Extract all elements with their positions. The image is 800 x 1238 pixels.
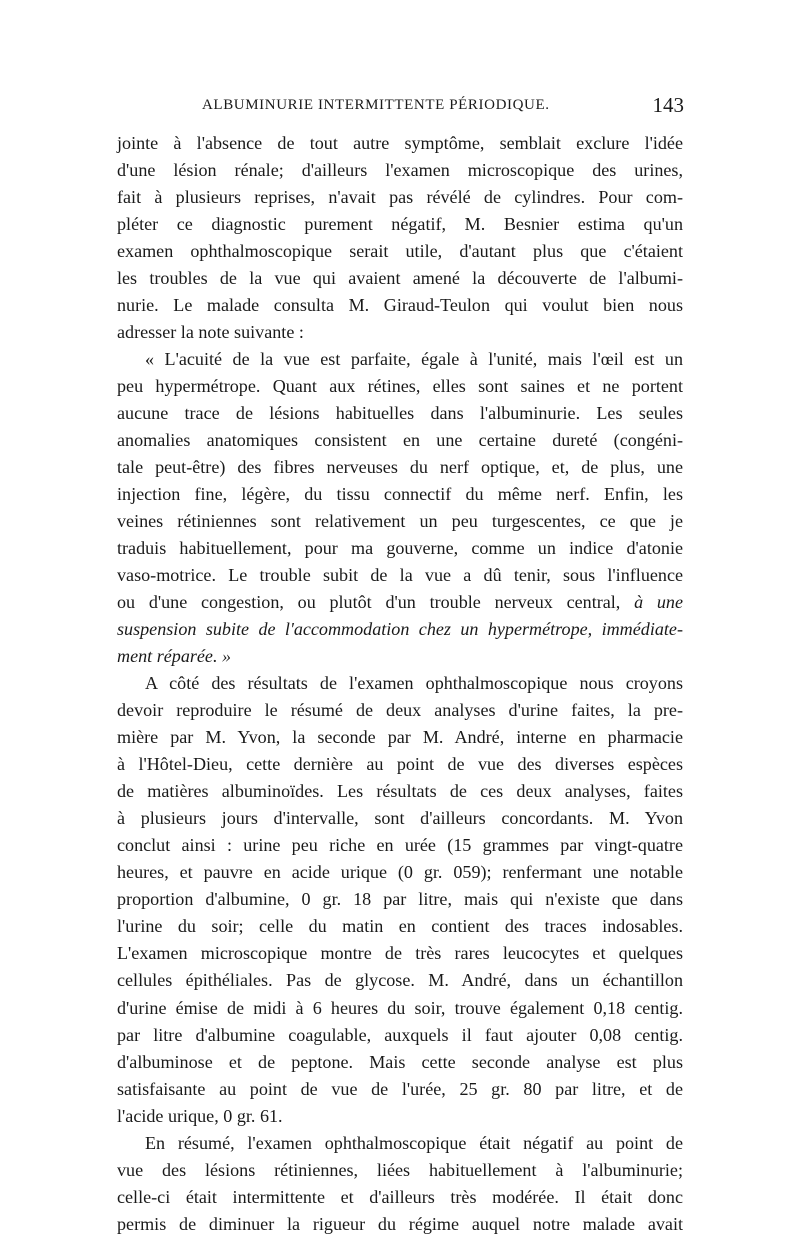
text-line: l'acide urique, 0 gr. 61. xyxy=(117,1105,283,1126)
text-line: veines rétiniennes sont relativement un peu turgescentes, ce que je xyxy=(117,511,683,532)
running-title: ALBUMINURIE INTERMITTENTE PÉRIODIQUE. xyxy=(202,97,550,113)
text-line: mière par M. Yvon, la seconde par M. André, interne en pharmacie xyxy=(117,727,683,748)
text-line: fait à plusieurs reprises, n'avait pas révélé de cylindres. Pour com- xyxy=(117,187,683,208)
text-line: nurie. Le malade consulta M. Giraud-Teulon qui voulut bien nous xyxy=(117,295,683,316)
text-line: à plusieurs jours d'intervalle, sont d'ailleurs concordants. M. Yvon xyxy=(117,808,683,829)
text-line: proportion d'albumine, 0 gr. 18 par litre, mais qui n'existe que dans xyxy=(117,889,683,910)
text-line: A côté des résultats de l'examen ophthalmoscopique nous croyons xyxy=(145,673,683,694)
text-line: aucune trace de lésions habituelles dans l'albuminurie. Les seules xyxy=(117,403,683,424)
text-line: adresser la note suivante : xyxy=(117,322,304,343)
paragraph-4 xyxy=(117,1130,683,1238)
text-line: permis de diminuer la rigueur du régime auquel notre malade avait xyxy=(117,1213,683,1234)
text-line: d'une lésion rénale; d'ailleurs l'examen microscopique des urines, xyxy=(117,160,683,181)
text-line: satisfaisante au point de vue de l'urée, 25 gr. 80 par litre, et de xyxy=(117,1078,683,1099)
text-line: d'albuminose et de peptone. Mais cette seconde analyse est plus xyxy=(117,1051,683,1072)
text-line: devoir reproduire le résumé de deux analyses d'urine faites, la pre- xyxy=(117,700,683,721)
text-line: pléter ce diagnostic purement négatif, M. Besnier estima qu'un xyxy=(117,214,683,235)
italic-line: suspension subite de l'accommodation chez un hypermétrope, immédiate- xyxy=(117,619,683,640)
text-line: injection fine, légère, du tissu connectif du même nerf. Enfin, les xyxy=(117,484,683,505)
running-head xyxy=(117,93,684,123)
page-number: 143 xyxy=(652,93,684,117)
body-text xyxy=(117,130,683,1238)
text-line: cellules épithéliales. Pas de glycose. M. André, dans un échantillon xyxy=(117,970,683,991)
italic-line: ment réparée. » xyxy=(117,646,232,667)
text-line: peu hypermétrope. Quant aux rétines, elles sont saines et ne portent xyxy=(117,376,683,397)
text-line: En résumé, l'examen ophthalmoscopique était négatif au point de xyxy=(145,1132,683,1153)
text-line: par litre d'albumine coagulable, auxquels il faut ajouter 0,08 centig. xyxy=(117,1024,683,1045)
text-line: de matières albuminoïdes. Les résultats de ces deux analyses, faites xyxy=(117,781,683,802)
text-line: conclut ainsi : urine peu riche en urée (15 grammes par vingt-quatre xyxy=(117,835,683,856)
text-line: vaso-motrice. Le trouble subit de la vue a dû tenir, sous l'influence xyxy=(117,565,683,586)
text-line: L'examen microscopique montre de très rares leucocytes et quelques xyxy=(117,943,683,964)
paragraph-2-quote xyxy=(117,346,683,670)
text-line: à l'Hôtel-Dieu, cette dernière au point de vue des diverses espèces xyxy=(117,754,683,775)
text-line: examen ophthalmoscopique serait utile, d'autant plus que c'étaient xyxy=(117,241,683,262)
text-line: celle-ci était intermittente et d'ailleurs très modérée. Il était donc xyxy=(117,1186,683,1207)
text-line: « L'acuité de la vue est parfaite, égale à l'unité, mais l'œil est un xyxy=(145,349,683,370)
text-line: d'urine émise de midi à 6 heures du soir, trouve également 0,18 centig. xyxy=(117,997,683,1018)
text-line-mixed xyxy=(117,589,683,616)
text-line: anomalies anatomiques consistent en une certaine dureté (congéni- xyxy=(117,430,683,451)
text-line: traduis habituellement, pour ma gouverne, comme un indice d'atonie xyxy=(117,538,683,559)
text-line: heures, et pauvre en acide urique (0 gr. 059); renfermant une notable xyxy=(117,862,683,883)
text-line: les troubles de la vue qui avaient amené la découverte de l'albumi- xyxy=(117,268,683,289)
text-line: jointe à l'absence de tout autre symptôme, semblait exclure l'idée xyxy=(117,133,683,153)
paragraph-3 xyxy=(117,670,683,1129)
text-line: tale peut-être) des fibres nerveuses du nerf optique, et, de plus, une xyxy=(117,457,683,478)
italic-segment: à une xyxy=(634,592,683,613)
text-line: vue des lésions rétiniennes, liées habituellement à l'albuminurie; xyxy=(117,1159,683,1180)
text-segment: ou d'une congestion, ou plutôt d'un trouble nerveux central, xyxy=(117,592,621,613)
paragraph-1 xyxy=(117,130,683,346)
text-line: l'urine du soir; celle du matin en contient des traces indosables. xyxy=(117,916,683,937)
